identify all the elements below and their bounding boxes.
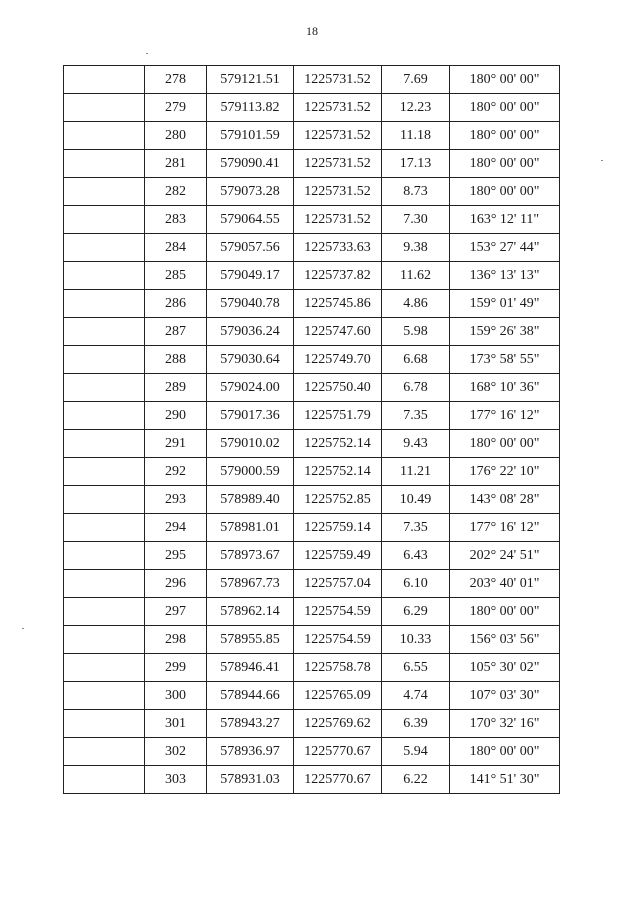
table-row — [64, 738, 560, 766]
y-coordinate-cell: 1225752.14 — [294, 430, 382, 458]
distance-cell: 6.43 — [382, 542, 450, 570]
distance-cell: 9.43 — [382, 430, 450, 458]
y-coordinate-cell: 1225733.63 — [294, 234, 382, 262]
section-label-cell — [64, 598, 145, 626]
y-coordinate-cell: 1225731.52 — [294, 66, 382, 94]
point-number-cell: 303 — [145, 766, 207, 794]
x-coordinate-cell: 578944.66 — [207, 682, 294, 710]
section-label-cell — [64, 122, 145, 150]
y-coordinate-cell: 1225751.79 — [294, 402, 382, 430]
x-coordinate-cell: 579040.78 — [207, 290, 294, 318]
section-label-cell — [64, 570, 145, 598]
y-coordinate-cell: 1225759.49 — [294, 542, 382, 570]
distance-cell: 9.38 — [382, 234, 450, 262]
section-label-cell — [64, 458, 145, 486]
x-coordinate-cell: 579049.17 — [207, 262, 294, 290]
table-row — [64, 486, 560, 514]
angle-cell: 159° 26' 38" — [450, 318, 560, 346]
point-number-cell: 295 — [145, 542, 207, 570]
x-coordinate-cell: 579090.41 — [207, 150, 294, 178]
angle-cell: 153° 27' 44" — [450, 234, 560, 262]
section-label-cell — [64, 626, 145, 654]
table-row — [64, 150, 560, 178]
angle-cell: 180° 00' 00" — [450, 122, 560, 150]
point-number-cell: 300 — [145, 682, 207, 710]
y-coordinate-cell: 1225752.14 — [294, 458, 382, 486]
distance-cell: 5.94 — [382, 738, 450, 766]
x-coordinate-cell: 578946.41 — [207, 654, 294, 682]
section-label-cell — [64, 346, 145, 374]
angle-cell: 170° 32' 16" — [450, 710, 560, 738]
angle-cell: 180° 00' 00" — [450, 738, 560, 766]
x-coordinate-cell: 578936.97 — [207, 738, 294, 766]
y-coordinate-cell: 1225770.67 — [294, 766, 382, 794]
x-coordinate-cell: 578955.85 — [207, 626, 294, 654]
point-number-cell: 302 — [145, 738, 207, 766]
x-coordinate-cell: 579017.36 — [207, 402, 294, 430]
distance-cell: 6.55 — [382, 654, 450, 682]
x-coordinate-cell: 579010.02 — [207, 430, 294, 458]
table-row — [64, 290, 560, 318]
angle-cell: 143° 08' 28" — [450, 486, 560, 514]
distance-cell: 7.35 — [382, 402, 450, 430]
y-coordinate-cell: 1225749.70 — [294, 346, 382, 374]
table-row — [64, 374, 560, 402]
x-coordinate-cell: 579057.56 — [207, 234, 294, 262]
distance-cell: 12.23 — [382, 94, 450, 122]
point-number-cell: 299 — [145, 654, 207, 682]
x-coordinate-cell: 578973.67 — [207, 542, 294, 570]
point-number-cell: 301 — [145, 710, 207, 738]
section-label-cell — [64, 766, 145, 794]
distance-cell: 4.74 — [382, 682, 450, 710]
angle-cell: 105° 30' 02" — [450, 654, 560, 682]
point-number-cell: 291 — [145, 430, 207, 458]
x-coordinate-cell: 579073.28 — [207, 178, 294, 206]
angle-cell: 202° 24' 51" — [450, 542, 560, 570]
y-coordinate-cell: 1225731.52 — [294, 94, 382, 122]
section-label-cell — [64, 654, 145, 682]
y-coordinate-cell: 1225747.60 — [294, 318, 382, 346]
point-number-cell: 296 — [145, 570, 207, 598]
x-coordinate-cell: 579064.55 — [207, 206, 294, 234]
section-label-cell — [64, 150, 145, 178]
table-row — [64, 318, 560, 346]
section-label-cell — [64, 542, 145, 570]
distance-cell: 6.29 — [382, 598, 450, 626]
angle-cell: 177° 16' 12" — [450, 514, 560, 542]
table-row — [64, 206, 560, 234]
scan-speck — [601, 160, 603, 161]
distance-cell: 11.18 — [382, 122, 450, 150]
table-row — [64, 626, 560, 654]
angle-cell: 107° 03' 30" — [450, 682, 560, 710]
section-label-cell — [64, 262, 145, 290]
distance-cell: 8.73 — [382, 178, 450, 206]
table-row — [64, 346, 560, 374]
section-label-cell — [64, 430, 145, 458]
point-number-cell: 278 — [145, 66, 207, 94]
point-number-cell: 292 — [145, 458, 207, 486]
section-label-cell — [64, 710, 145, 738]
distance-cell: 10.33 — [382, 626, 450, 654]
distance-cell: 7.35 — [382, 514, 450, 542]
angle-cell: 176° 22' 10" — [450, 458, 560, 486]
table-row — [64, 234, 560, 262]
table-row — [64, 766, 560, 794]
section-label-cell — [64, 290, 145, 318]
distance-cell: 10.49 — [382, 486, 450, 514]
point-number-cell: 288 — [145, 346, 207, 374]
distance-cell: 6.10 — [382, 570, 450, 598]
angle-cell: 173° 58' 55" — [450, 346, 560, 374]
table-row — [64, 654, 560, 682]
y-coordinate-cell: 1225750.40 — [294, 374, 382, 402]
table-row — [64, 458, 560, 486]
x-coordinate-cell: 578962.14 — [207, 598, 294, 626]
section-label-cell — [64, 486, 145, 514]
angle-cell: 180° 00' 00" — [450, 66, 560, 94]
angle-cell: 180° 00' 00" — [450, 94, 560, 122]
table-row — [64, 122, 560, 150]
table-row — [64, 542, 560, 570]
point-number-cell: 280 — [145, 122, 207, 150]
table-row — [64, 570, 560, 598]
scan-speck — [22, 628, 24, 629]
x-coordinate-cell: 579101.59 — [207, 122, 294, 150]
table-row — [64, 430, 560, 458]
y-coordinate-cell: 1225731.52 — [294, 150, 382, 178]
y-coordinate-cell: 1225737.82 — [294, 262, 382, 290]
page-number: 18 — [306, 24, 318, 38]
table-row — [64, 262, 560, 290]
x-coordinate-cell: 578981.01 — [207, 514, 294, 542]
point-number-cell: 279 — [145, 94, 207, 122]
angle-cell: 180° 00' 00" — [450, 598, 560, 626]
angle-cell: 141° 51' 30" — [450, 766, 560, 794]
y-coordinate-cell: 1225769.62 — [294, 710, 382, 738]
y-coordinate-cell: 1225731.52 — [294, 122, 382, 150]
angle-cell: 203° 40' 01" — [450, 570, 560, 598]
section-label-cell — [64, 94, 145, 122]
distance-cell: 6.22 — [382, 766, 450, 794]
distance-cell: 6.39 — [382, 710, 450, 738]
y-coordinate-cell: 1225745.86 — [294, 290, 382, 318]
y-coordinate-cell: 1225758.78 — [294, 654, 382, 682]
x-coordinate-cell: 578931.03 — [207, 766, 294, 794]
x-coordinate-cell: 578989.40 — [207, 486, 294, 514]
section-label-cell — [64, 66, 145, 94]
angle-cell: 163° 12' 11" — [450, 206, 560, 234]
y-coordinate-cell: 1225757.04 — [294, 570, 382, 598]
y-coordinate-cell: 1225731.52 — [294, 178, 382, 206]
y-coordinate-cell: 1225759.14 — [294, 514, 382, 542]
table-row — [64, 94, 560, 122]
angle-cell: 159° 01' 49" — [450, 290, 560, 318]
distance-cell: 11.21 — [382, 458, 450, 486]
point-number-cell: 286 — [145, 290, 207, 318]
point-number-cell: 281 — [145, 150, 207, 178]
point-number-cell: 283 — [145, 206, 207, 234]
distance-cell: 6.78 — [382, 374, 450, 402]
y-coordinate-cell: 1225731.52 — [294, 206, 382, 234]
table-row — [64, 178, 560, 206]
section-label-cell — [64, 374, 145, 402]
point-number-cell: 290 — [145, 402, 207, 430]
x-coordinate-cell: 579113.82 — [207, 94, 294, 122]
distance-cell: 7.69 — [382, 66, 450, 94]
angle-cell: 180° 00' 00" — [450, 430, 560, 458]
x-coordinate-cell: 579000.59 — [207, 458, 294, 486]
table-row — [64, 598, 560, 626]
distance-cell: 6.68 — [382, 346, 450, 374]
point-number-cell: 287 — [145, 318, 207, 346]
table-row — [64, 66, 560, 94]
point-number-cell: 298 — [145, 626, 207, 654]
point-number-cell: 289 — [145, 374, 207, 402]
angle-cell: 168° 10' 36" — [450, 374, 560, 402]
x-coordinate-cell: 579030.64 — [207, 346, 294, 374]
table-row — [64, 682, 560, 710]
scan-speck — [146, 53, 148, 54]
angle-cell: 177° 16' 12" — [450, 402, 560, 430]
point-number-cell: 282 — [145, 178, 207, 206]
point-number-cell: 284 — [145, 234, 207, 262]
angle-cell: 136° 13' 13" — [450, 262, 560, 290]
coordinate-table-body — [64, 66, 560, 794]
x-coordinate-cell: 578967.73 — [207, 570, 294, 598]
angle-cell: 156° 03' 56" — [450, 626, 560, 654]
distance-cell: 11.62 — [382, 262, 450, 290]
table-row — [64, 710, 560, 738]
point-number-cell: 297 — [145, 598, 207, 626]
distance-cell: 17.13 — [382, 150, 450, 178]
angle-cell: 180° 00' 00" — [450, 178, 560, 206]
y-coordinate-cell: 1225754.59 — [294, 598, 382, 626]
x-coordinate-cell: 579121.51 — [207, 66, 294, 94]
x-coordinate-cell: 579036.24 — [207, 318, 294, 346]
section-label-cell — [64, 206, 145, 234]
y-coordinate-cell: 1225752.85 — [294, 486, 382, 514]
coordinate-table — [63, 65, 560, 794]
distance-cell: 7.30 — [382, 206, 450, 234]
x-coordinate-cell: 578943.27 — [207, 710, 294, 738]
x-coordinate-cell: 579024.00 — [207, 374, 294, 402]
table-row — [64, 514, 560, 542]
section-label-cell — [64, 514, 145, 542]
point-number-cell: 294 — [145, 514, 207, 542]
y-coordinate-cell: 1225754.59 — [294, 626, 382, 654]
section-label-cell — [64, 178, 145, 206]
section-label-cell — [64, 682, 145, 710]
point-number-cell: 285 — [145, 262, 207, 290]
section-label-cell — [64, 234, 145, 262]
angle-cell: 180° 00' 00" — [450, 150, 560, 178]
section-label-cell — [64, 402, 145, 430]
section-label-cell — [64, 738, 145, 766]
y-coordinate-cell: 1225770.67 — [294, 738, 382, 766]
table-row — [64, 402, 560, 430]
y-coordinate-cell: 1225765.09 — [294, 682, 382, 710]
distance-cell: 5.98 — [382, 318, 450, 346]
distance-cell: 4.86 — [382, 290, 450, 318]
section-label-cell — [64, 318, 145, 346]
point-number-cell: 293 — [145, 486, 207, 514]
